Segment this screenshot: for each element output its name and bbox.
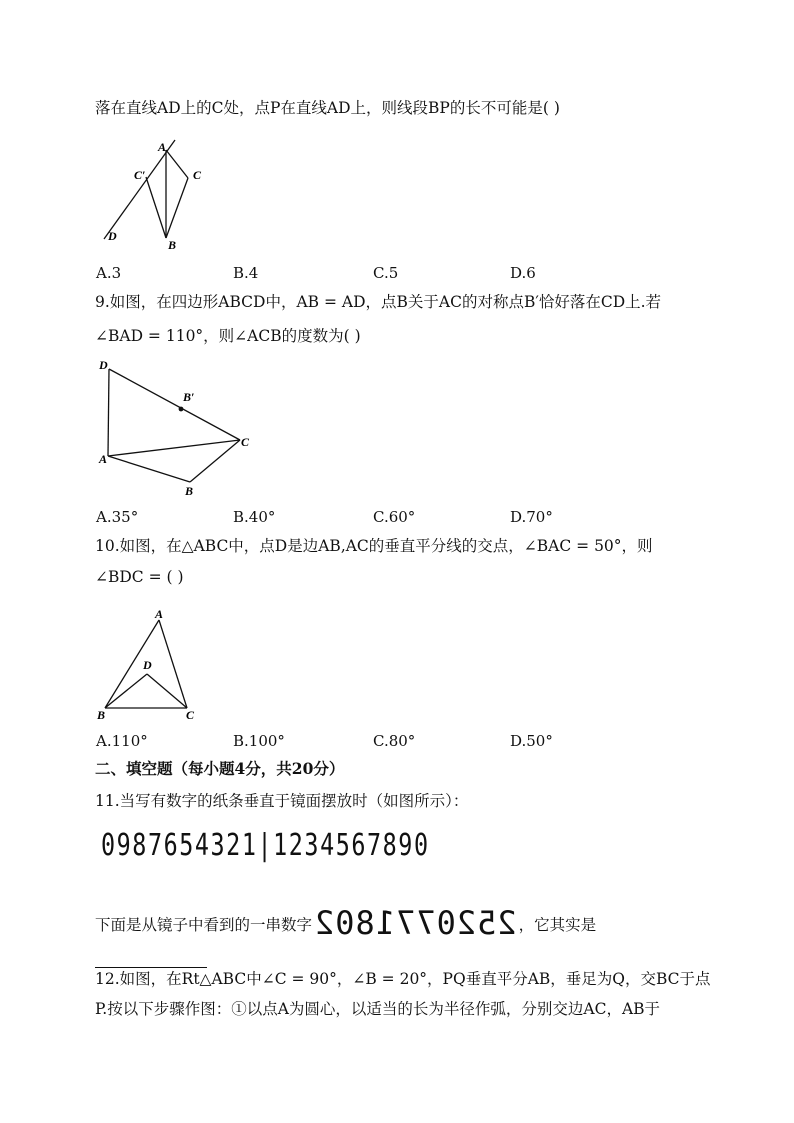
q8-label-d: D [108, 229, 117, 243]
q10-label-d: D [143, 658, 152, 672]
q8-option-c: C.5 [373, 264, 399, 282]
mirror-number-image: 2520771802 [314, 904, 517, 942]
q8-figure [98, 136, 218, 254]
q10-option-d: D.50° [510, 732, 553, 750]
q8-label-c-prime: C′ [134, 168, 146, 182]
q8-label-c: C [193, 168, 202, 182]
q9-label-a: A [99, 452, 108, 466]
q9-label-c: C [241, 435, 250, 449]
q12-line2: P.按以下步骤作图：①以点A为圆心，以适当的长为半径作弧，分别交边AC，AB于 [95, 1000, 661, 1018]
q8-option-b: B.4 [233, 264, 259, 282]
q10-figure [95, 606, 210, 724]
q9-option-a: A.35° [96, 508, 139, 526]
q9-option-c: C.60° [373, 508, 416, 526]
q9-label-b-prime: B′ [183, 390, 195, 404]
q9-line2: ∠BAD = 110°，则∠ACB的度数为( ) [95, 327, 361, 345]
mirror-digit-strip: 0987654321|1234567890 [101, 828, 430, 863]
q8-stem-tail: 落在直线AD上的C处，点P在直线AD上，则线段BP的长不可能是( ) [95, 99, 560, 117]
q10-line2: ∠BDC = ( ) [95, 568, 184, 586]
q10-label-b: B [97, 708, 106, 722]
q9-figure [95, 356, 260, 502]
q10-label-a: A [155, 607, 164, 621]
q9-line1: 9.如图，在四边形ABCD中，AB = AD，点B关于AC的对称点B′恰好落在CD上.若 [95, 293, 662, 311]
section-title-fill-in: 二、填空题（每小题4分，共20分） [95, 759, 345, 778]
q8-option-d: D.6 [510, 264, 536, 282]
q8-label-a: A [158, 140, 167, 154]
q11-line2 [95, 904, 597, 942]
q10-option-a: A.110° [96, 732, 148, 750]
q8-option-a: A.3 [96, 264, 122, 282]
q9-option-d: D.70° [510, 508, 553, 526]
q11-line2-prefix: 下面是从镜子中看到的一串数字 [95, 916, 313, 934]
q8-label-b: B [168, 238, 177, 252]
q10-option-b: B.100° [233, 732, 285, 750]
q9-option-b: B.40° [233, 508, 276, 526]
q10-option-c: C.80° [373, 732, 416, 750]
q9-label-b: B [185, 484, 194, 498]
q10-label-c: C [186, 708, 195, 722]
q10-line1: 10.如图，在△ABC中，点D是边AB,AC的垂直平分线的交点，∠BAC = 50°，则 [95, 537, 653, 555]
q9-label-d: D [99, 358, 108, 372]
q12-line1: 12.如图，在Rt△ABC中∠C = 90°，∠B = 20°，PQ垂直平分AB，垂足为Q，交BC于点 [95, 970, 711, 988]
q11-line2-suffix: ，它其实是 [518, 916, 597, 934]
q11-line1: 11.当写有数字的纸条垂直于镜面摆放时（如图所示）： [95, 792, 469, 810]
